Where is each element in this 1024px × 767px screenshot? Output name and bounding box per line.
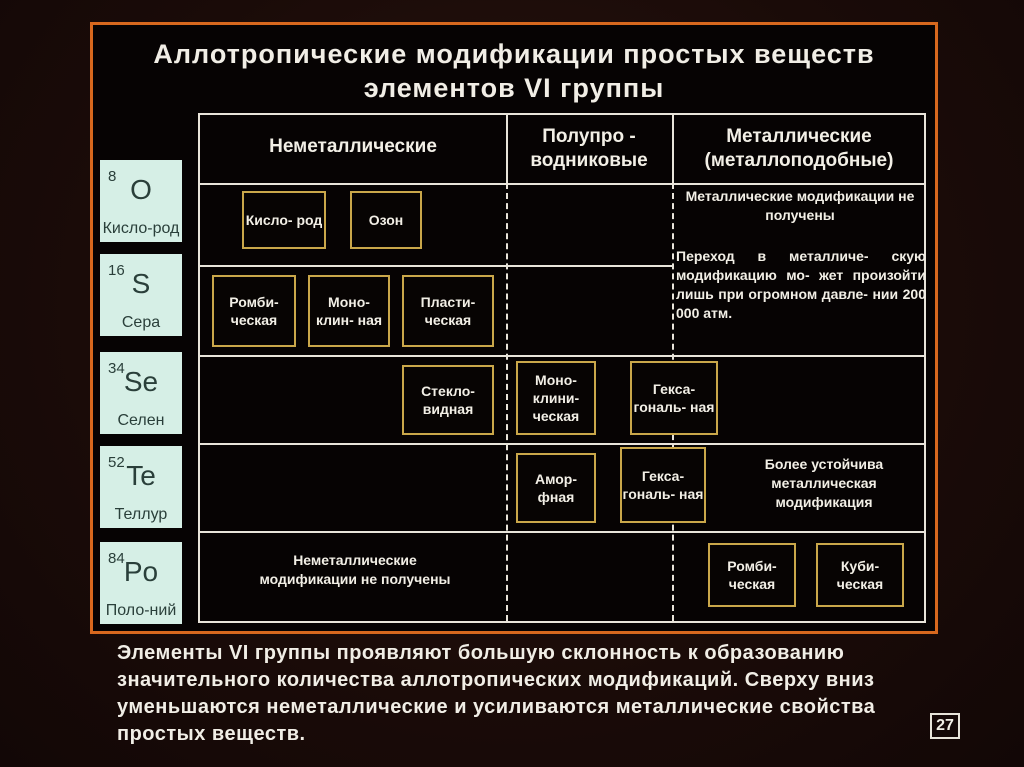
element-symbol: Se	[123, 366, 159, 397]
element-symbol: Po	[123, 556, 159, 587]
atomic-number: 84	[108, 550, 125, 567]
header-metal-line-1: Металлические	[726, 126, 872, 147]
element-name: Поло-ний	[105, 602, 177, 619]
row-divider	[200, 443, 924, 445]
atomic-number: 52	[108, 454, 125, 471]
header-semiconductor-line-1: Полупро -	[542, 126, 636, 147]
element-symbol: O	[130, 174, 152, 205]
atomic-number: 8	[108, 168, 117, 185]
box-amorphous-tellurium: Амор- фная	[516, 453, 596, 523]
row-divider	[200, 531, 924, 533]
allotrope-table	[198, 113, 926, 623]
box-cubic-polonium: Куби- ческая	[816, 543, 904, 607]
element-tile-tellurium	[100, 446, 182, 528]
element-symbol: Te	[126, 460, 156, 491]
slide-caption: Элементы VI группы проявляют большую склонность к образованию значительного количества аллотропических модификаций. Сверху вниз уменьшаются неметаллические и усиливаются металлические свойства простых веществ.	[117, 642, 876, 745]
element-tile-sulfur	[100, 254, 182, 336]
page-number: 27	[930, 713, 960, 739]
atomic-number: 34	[108, 360, 125, 377]
box-monoclinic-sulfur: Моно- клин- ная	[308, 275, 390, 347]
element-name: Селен	[117, 412, 165, 429]
note-polonium-nonmetal: Неметаллические модификации не получены	[259, 552, 451, 587]
row-divider	[200, 265, 672, 267]
note-tellurium-metallic: Более устойчива металлическая модификация	[764, 456, 884, 510]
element-tile-polonium	[100, 542, 182, 624]
box-hexagonal-tellurium: Гекса- гональ- ная	[620, 447, 706, 523]
header-nonmetal: Неметаллические	[269, 136, 437, 157]
element-name: Кисло-род	[102, 220, 180, 237]
slide-frame	[90, 22, 938, 634]
atomic-number: 16	[108, 262, 125, 279]
title-line-2: элементов VI группы	[363, 73, 665, 103]
box-plastic-sulfur: Пласти- ческая	[402, 275, 494, 347]
element-name: Теллур	[114, 506, 168, 523]
box-ozone: Озон	[350, 191, 422, 249]
header-metal	[672, 125, 926, 173]
header-metal-line-2: (металлоподобные)	[704, 150, 894, 171]
column-divider-dashed	[506, 183, 508, 621]
row-divider	[200, 355, 924, 357]
title-line-1: Аллотропические модификации простых веществ	[153, 39, 875, 69]
header-semiconductor	[506, 125, 672, 173]
box-hexagonal-selenium: Гекса- гональ- ная	[630, 361, 718, 435]
box-oxygen: Кисло- род	[242, 191, 326, 249]
note-transition-pressure: Переход в металличе- скую модификацию мо- жет произойти лишь при огромном давле- нии 200 000 атм.	[676, 248, 926, 321]
header-semiconductor-line-2: водниковые	[530, 150, 648, 171]
element-tile-selenium	[100, 352, 182, 434]
box-glassy-selenium: Стекло- видная	[402, 365, 494, 435]
note-metal-not-obtained: Металлические модификации не получены	[685, 188, 915, 223]
element-tile-oxygen	[100, 160, 182, 242]
box-rhombic-polonium: Ромби- ческая	[708, 543, 796, 607]
element-symbol: S	[131, 268, 151, 299]
box-monoclinic-selenium: Моно- клини- ческая	[516, 361, 596, 435]
box-rhombic-sulfur: Ромби- ческая	[212, 275, 296, 347]
element-name: Сера	[121, 314, 161, 331]
row-divider	[200, 183, 924, 185]
